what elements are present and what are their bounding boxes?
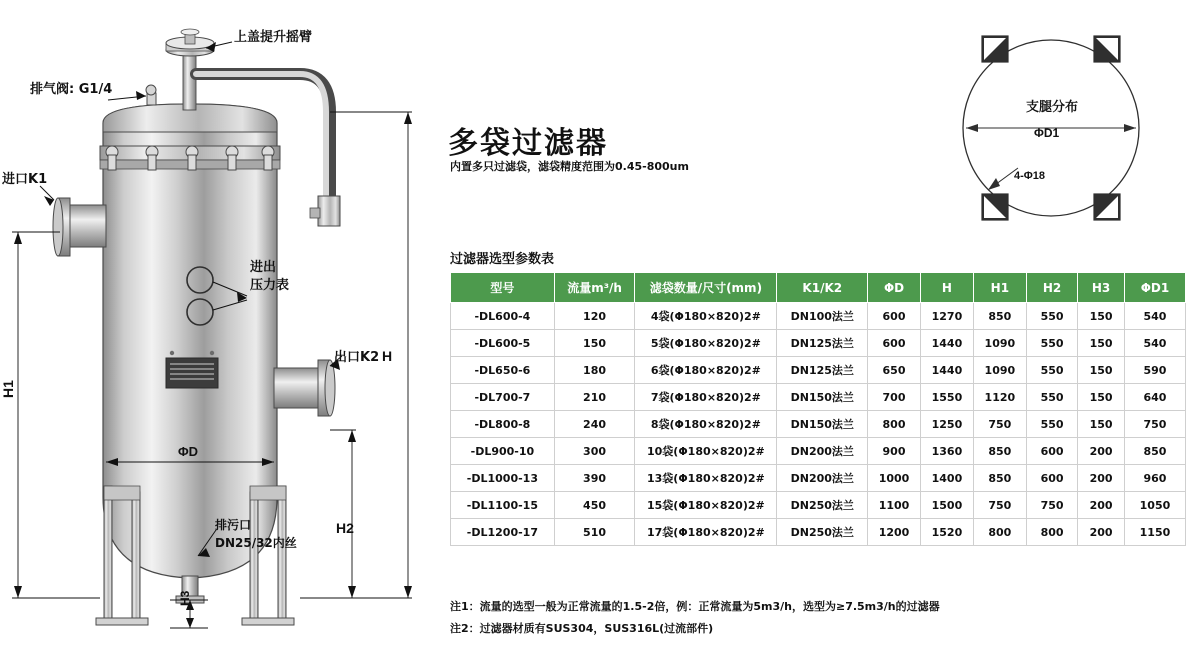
cell-h1: 1090 [973,330,1026,357]
dimension-phi-d: ΦD [178,444,199,459]
cell-h: 1250 [920,411,973,438]
label-drain-spec: DN25/32内丝 [215,536,297,550]
table-row [451,411,1186,438]
page-subtitle: 内置多只过滤袋，滤袋精度范围为0.45-800um [450,160,689,173]
cell-h3: 200 [1078,438,1125,465]
cell-h3: 200 [1078,492,1125,519]
cell-flow: 300 [554,438,634,465]
cell-h: 1550 [920,384,973,411]
cell-k1k2: DN250法兰 [777,519,868,546]
cell-k1k2: DN150法兰 [777,411,868,438]
cell-phid1: 960 [1124,465,1185,492]
cell-h2: 550 [1026,411,1077,438]
cell-phid1: 850 [1124,438,1185,465]
cell-model: -DL800-8 [451,411,555,438]
col-bag: 滤袋数量/尺寸(mm) [635,273,777,303]
cell-bag: 15袋(Φ180×820)2# [635,492,777,519]
cell-h1: 850 [973,438,1026,465]
cell-phid1: 1150 [1124,519,1185,546]
cell-h2: 750 [1026,492,1077,519]
cell-bag: 4袋(Φ180×820)2# [635,303,777,330]
cell-model: -DL1100-15 [451,492,555,519]
label-outlet-k2: 出口K2 [334,350,380,365]
cell-bag: 8袋(Φ180×820)2# [635,411,777,438]
cell-model: -DL650-6 [451,357,555,384]
cell-phid: 1000 [868,465,921,492]
cell-phid1: 540 [1124,303,1185,330]
cell-h2: 800 [1026,519,1077,546]
cell-bag: 10袋(Φ180×820)2# [635,438,777,465]
cell-model: -DL900-10 [451,438,555,465]
col-h: H [920,273,973,303]
cell-phid1: 1050 [1124,492,1185,519]
cell-h2: 550 [1026,303,1077,330]
cell-h: 1270 [920,303,973,330]
spec-table [450,272,1186,546]
label-lift-arm: 上盖提升摇臂 [234,30,313,45]
label-pressure-gauge-line2: 压力表 [250,278,290,293]
cell-phid: 600 [868,330,921,357]
cell-h1: 1120 [973,384,1026,411]
dimension-h: H [382,348,393,364]
cell-h2: 600 [1026,438,1077,465]
cell-flow: 180 [554,357,634,384]
cell-h1: 850 [973,465,1026,492]
page-title: 多袋过滤器 [448,126,608,161]
cell-phid1: 640 [1124,384,1185,411]
cell-flow: 120 [554,303,634,330]
table-row [451,303,1186,330]
cell-phid: 600 [868,303,921,330]
leg-diagram-diameter: ΦD1 [1034,126,1060,140]
cell-h1: 800 [973,519,1026,546]
col-k1k2: K1/K2 [777,273,868,303]
cell-k1k2: DN200法兰 [777,438,868,465]
table-row [451,384,1186,411]
cell-h3: 150 [1078,330,1125,357]
cell-bag: 13袋(Φ180×820)2# [635,465,777,492]
cell-flow: 210 [554,384,634,411]
cell-bag: 6袋(Φ180×820)2# [635,357,777,384]
table-row [451,465,1186,492]
cell-model: -DL700-7 [451,384,555,411]
cell-model: -DL600-5 [451,330,555,357]
note-2: 注2：过滤器材质有SUS304，SUS316L(过流部件) [450,622,714,635]
leg-distribution-diagram [926,18,1176,248]
cell-phid: 650 [868,357,921,384]
table-row [451,492,1186,519]
cell-h3: 150 [1078,357,1125,384]
table-caption: 过滤器选型参数表 [450,252,555,267]
cell-h: 1400 [920,465,973,492]
table-row [451,357,1186,384]
table-row [451,519,1186,546]
table-row [451,438,1186,465]
cell-h: 1520 [920,519,973,546]
cell-phid: 1200 [868,519,921,546]
dimension-h1: H1 [0,380,16,398]
cell-bag: 7袋(Φ180×820)2# [635,384,777,411]
cell-h3: 200 [1078,519,1125,546]
cell-h2: 600 [1026,465,1077,492]
vessel-svg [0,0,440,657]
cell-k1k2: DN125法兰 [777,357,868,384]
cell-model: -DL1000-13 [451,465,555,492]
cell-flow: 510 [554,519,634,546]
col-flow: 流量m³/h [554,273,634,303]
cell-k1k2: DN200法兰 [777,465,868,492]
cell-h1: 850 [973,303,1026,330]
cell-phid: 1100 [868,492,921,519]
cell-h2: 550 [1026,330,1077,357]
dimension-h3: H3 [178,590,192,606]
leg-diagram-holes: 4-Φ18 [1014,170,1046,182]
cell-phid: 700 [868,384,921,411]
cell-bag: 17袋(Φ180×820)2# [635,519,777,546]
col-model: 型号 [451,273,555,303]
cell-model: -DL600-4 [451,303,555,330]
filter-vessel-drawing [0,0,440,657]
cell-flow: 450 [554,492,634,519]
cell-h1: 750 [973,492,1026,519]
cell-h2: 550 [1026,384,1077,411]
cell-phid1: 590 [1124,357,1185,384]
col-phid: ΦD [868,273,921,303]
cell-h1: 750 [973,411,1026,438]
cell-h: 1500 [920,492,973,519]
cell-k1k2: DN125法兰 [777,330,868,357]
cell-bag: 5袋(Φ180×820)2# [635,330,777,357]
cell-h1: 1090 [973,357,1026,384]
cell-flow: 240 [554,411,634,438]
cell-flow: 150 [554,330,634,357]
label-pressure-gauge-line1: 进出 [250,260,277,275]
dimension-h2: H2 [336,520,354,536]
cell-phid1: 750 [1124,411,1185,438]
cell-h3: 150 [1078,384,1125,411]
right-panel [446,0,1190,657]
col-h3: H3 [1078,273,1125,303]
cell-h3: 200 [1078,465,1125,492]
cell-model: -DL1200-17 [451,519,555,546]
note-1: 注1：流量的选型一般为正常流量的1.5-2倍，例：正常流量为5m3/h，选型为≥7.5m3/h的过滤器 [450,600,940,613]
table-header-row [451,273,1186,303]
cell-h3: 150 [1078,411,1125,438]
cell-k1k2: DN100法兰 [777,303,868,330]
cell-h: 1360 [920,438,973,465]
cell-h2: 550 [1026,357,1077,384]
cell-k1k2: DN150法兰 [777,384,868,411]
label-inlet-k1: 进口K1 [2,172,48,187]
cell-h3: 150 [1078,303,1125,330]
label-drain-port: 排污口 [215,518,252,532]
cell-h: 1440 [920,330,973,357]
cell-phid1: 540 [1124,330,1185,357]
cell-phid: 800 [868,411,921,438]
cell-phid: 900 [868,438,921,465]
leg-diagram-caption: 支腿分布 [1026,100,1079,115]
table-row [451,330,1186,357]
col-phid1: ΦD1 [1124,273,1185,303]
label-vent-valve: 排气阀: G1/4 [30,82,113,97]
col-h2: H2 [1026,273,1077,303]
cell-k1k2: DN250法兰 [777,492,868,519]
cell-flow: 390 [554,465,634,492]
cell-h: 1440 [920,357,973,384]
col-h1: H1 [973,273,1026,303]
